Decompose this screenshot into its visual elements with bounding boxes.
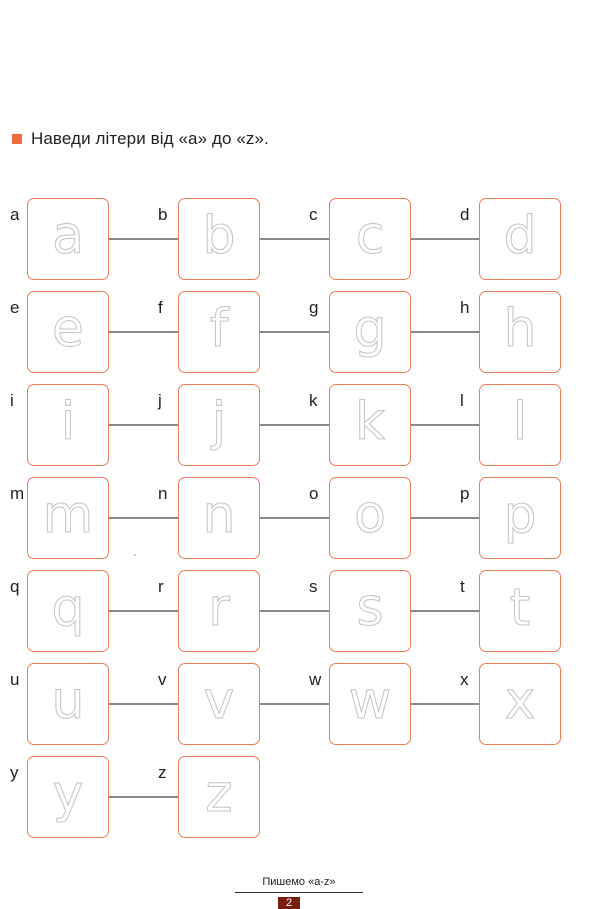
dotted-letter-guide: x [504,671,536,731]
dotted-letter-guide: b [202,206,236,266]
connector-line [260,703,329,705]
dotted-letter-guide: m [42,485,94,545]
dotted-letter-guide: j [211,392,227,452]
dotted-letter-guide: t [509,578,531,638]
tracing-box[interactable] [479,291,561,373]
letter-label: b [158,205,168,224]
connector-line [411,517,479,519]
letter-label: y [10,763,19,782]
tracing-box[interactable] [27,663,109,745]
letter-label: e [10,298,20,317]
connector-line [411,331,479,333]
dotted-letter-guide: o [354,485,386,545]
tracing-box[interactable] [479,477,561,559]
dotted-letter-guide: s [356,578,384,638]
footer-title: Пишемо «a-z» [262,876,336,888]
dotted-letter-guide: v [203,671,235,731]
tracing-box[interactable] [178,570,260,652]
letter-label: l [460,391,464,410]
tracing-box[interactable] [178,477,260,559]
connector-line [411,238,479,240]
dotted-letter-guide: d [503,206,537,266]
tracing-box[interactable] [479,663,561,745]
dotted-letter-guide: h [503,299,537,359]
dotted-letter-guide: i [60,392,76,452]
letter-label: d [460,205,470,224]
tracing-box[interactable] [178,663,260,745]
connector-line [109,703,178,705]
letter-label: q [10,577,20,596]
letter-label: k [309,391,318,410]
tracing-box[interactable] [479,198,561,280]
letter-label: a [10,205,20,224]
tracing-box[interactable] [178,756,260,838]
tracing-box[interactable] [27,477,109,559]
dotted-letter-guide: a [52,206,84,266]
letter-label: n [158,484,168,503]
page-number-badge: 2 [278,897,300,909]
tracing-box[interactable] [178,291,260,373]
connector-line [109,796,178,798]
dotted-letter-guide: e [52,299,84,359]
dotted-letter-guide: y [52,764,84,824]
tracing-box[interactable] [329,384,411,466]
dotted-letter-guide: l [512,392,528,452]
letter-label: u [10,670,20,689]
dotted-letter-guide: w [348,671,392,731]
tracing-box[interactable] [27,384,109,466]
tracing-box[interactable] [479,570,561,652]
connector-line [260,238,329,240]
tracing-box[interactable] [27,570,109,652]
dotted-letter-guide: c [355,206,385,266]
letter-label: w [309,670,322,689]
letter-label: h [460,298,470,317]
letter-label: z [158,763,167,782]
connector-line [260,610,329,612]
connector-line [109,238,178,240]
letter-label: i [10,391,14,410]
letter-label: t [460,577,465,596]
tracing-box[interactable] [329,570,411,652]
connector-line [109,424,178,426]
tracing-box[interactable] [27,756,109,838]
tracing-box[interactable] [329,291,411,373]
tracing-box[interactable] [329,198,411,280]
letter-label: f [158,298,163,317]
letter-label: p [460,484,470,503]
dotted-letter-guide: z [205,764,233,824]
connector-line [109,517,178,519]
footer-rule [235,892,363,893]
dotted-letter-guide: n [202,485,236,545]
connector-line [260,517,329,519]
dotted-letter-guide: g [353,299,387,359]
letter-label: m [10,484,25,503]
tracing-box[interactable] [27,198,109,280]
tracing-box[interactable] [178,198,260,280]
connector-line [260,331,329,333]
tracing-box[interactable] [329,663,411,745]
connector-line [109,331,178,333]
dotted-letter-guide: r [208,578,230,638]
letter-label: c [309,205,318,224]
letter-label: v [158,670,167,689]
dotted-letter-guide: k [354,392,386,452]
dotted-letter-guide: p [503,485,537,545]
instruction-text: Наведи літери від «а» до «z». [31,129,269,148]
connector-line [411,610,479,612]
letter-label: s [309,577,318,596]
letter-label: j [158,391,162,410]
letter-label: x [460,670,469,689]
connector-line [260,424,329,426]
speck-dot [134,554,136,556]
tracing-box[interactable] [479,384,561,466]
footer [235,874,363,907]
letter-label: r [158,577,164,596]
tracing-box[interactable] [27,291,109,373]
tracing-box[interactable] [329,477,411,559]
dotted-letter-guide: q [51,578,85,638]
dotted-letter-guide: u [51,671,85,731]
connector-line [411,424,479,426]
connector-line [411,703,479,705]
letter-label: o [309,484,319,503]
connector-line [109,610,178,612]
tracing-box[interactable] [178,384,260,466]
letter-label: g [309,298,319,317]
dotted-letter-guide: f [209,299,229,359]
